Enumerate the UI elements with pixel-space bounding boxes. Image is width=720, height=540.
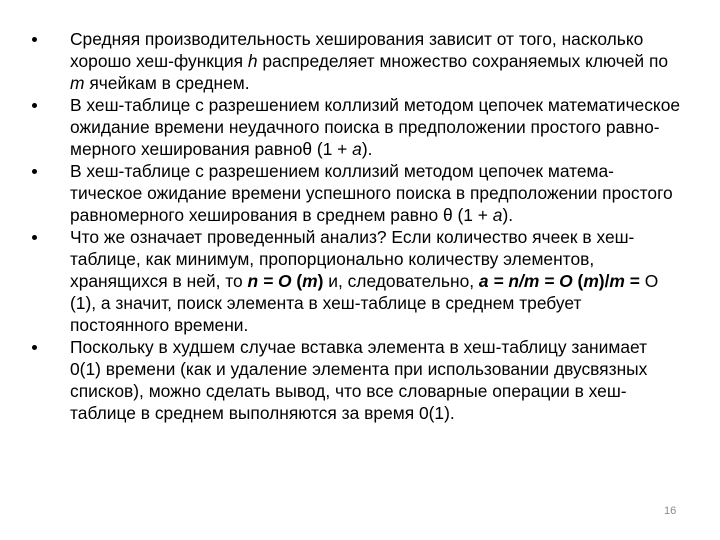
- bullet-dot-icon: [32, 345, 37, 350]
- bullet-1-var-h: h: [247, 51, 258, 71]
- bullet-4-text-c: O (1), а значит, поиск элемента в хеш-таблице в среднем требует постоянного времени.: [70, 271, 659, 335]
- bullet-3-var-a: a: [492, 205, 503, 225]
- bullet-1-text-c: ячейкам в среднем.: [84, 73, 250, 93]
- bullet-4-formula-2f: =: [624, 271, 645, 291]
- bullet-4-formula-2b: (: [572, 271, 584, 291]
- bullet-dot-icon: [32, 103, 37, 108]
- bullet-4-formula-2d: )/: [598, 271, 610, 291]
- bullet-3-theta: θ: [443, 205, 453, 225]
- bullet-4-text-a: Что же означает проведенный анализ? Если количество ячеек в хеш-таблице, как минимум, пропорционально количеству элементов, хранящихся в ней, то: [70, 227, 635, 291]
- bullet-dot-icon: [32, 169, 37, 174]
- bullet-dot-icon: [32, 37, 37, 42]
- bullet-2-text-a: В хеш-таблице с разрешением коллизий методом цепочек математическое ожидание времени неудачного поиска в предположении простого равно-мерного хеширования равно: [70, 95, 681, 159]
- bullet-5-text: Поскольку в худшем случае вставка элемента в хеш-таблицу занимает 0(1) времени (как и удаление элемента при использовании двусвязных списков), можно сделать вывод, что все словарные операции в хеш-таблице в среднем выполняются за время 0(1).: [70, 337, 648, 423]
- bullet-2-var-a: a: [352, 139, 362, 159]
- bullet-4-formula-2c: m: [583, 271, 599, 291]
- bullet-item-1: [32, 28, 682, 94]
- bullet-3-text-c: ).: [502, 205, 514, 225]
- bullet-4-text-b: и, следовательно,: [323, 271, 479, 291]
- bullet-item-2: [32, 94, 682, 160]
- bullet-item-3: [32, 160, 682, 226]
- bullet-2-text-c: ).: [361, 139, 373, 159]
- bullet-4-formula-1d: ): [317, 271, 324, 291]
- bullet-4-formula-2a: a = n/m = O: [478, 271, 573, 291]
- bullet-item-5: [32, 336, 682, 424]
- bullet-item-4: [32, 226, 682, 336]
- bullet-dot-icon: [32, 235, 37, 240]
- bullet-2-theta: θ: [302, 139, 313, 159]
- bullet-3-text-b: (1 +: [452, 205, 493, 225]
- bullet-2-text-b: (1 +: [312, 139, 353, 159]
- page-number: 16: [664, 505, 677, 517]
- bullet-list: [32, 28, 682, 424]
- bullet-4-formula-1a: n = O: [247, 271, 292, 291]
- bullet-1-text-a: Средняя производительность хеширования зависит от того, насколько хорошо хеш-функция: [70, 29, 644, 71]
- bullet-4-formula-1c: m: [302, 271, 318, 291]
- bullet-1-var-m: m: [70, 73, 85, 93]
- bullet-4-formula-2e: m: [609, 271, 625, 291]
- bullet-1-text-b: распределяет множество сохраняемых ключей по: [257, 51, 669, 71]
- bullet-3-text-a: В хеш-таблице с разрешением коллизий методом цепочек матема-тическое ожидание времени успешного поиска в предположении простого равномерного хеширования в среднем равно: [70, 161, 673, 225]
- bullet-4-formula-1b: (: [291, 271, 303, 291]
